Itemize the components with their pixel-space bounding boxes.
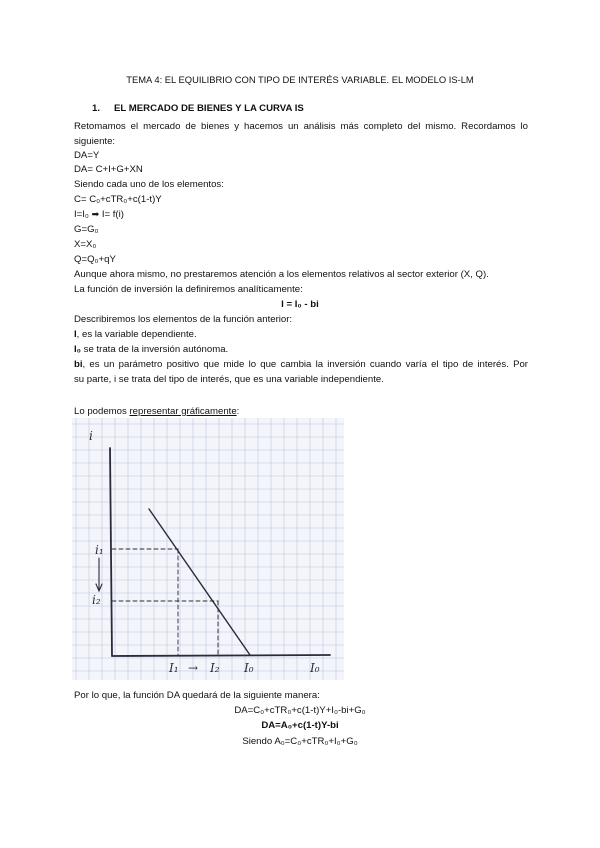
definition-i-term: I: [74, 329, 77, 340]
equation-investment-autonomous: I=I₀: [74, 209, 89, 220]
definition-i: [74, 328, 197, 341]
equation-da-y: DA=Y: [74, 150, 100, 161]
investment-equation: I = I₀ - bi: [281, 299, 319, 310]
equation-investment-function: I= f(i): [101, 209, 124, 220]
graph-intro-suffix: :: [236, 406, 240, 417]
graph-intro-link[interactable]: representar gráficamente: [129, 406, 237, 417]
da-intro: Por lo que, la función DA quedará de la siguiente manera:: [74, 690, 320, 701]
describe-intro: Describiremos los elementos de la función anterior:: [74, 314, 293, 325]
i1-label: i₁: [95, 543, 104, 557]
i2-label: i₂: [92, 593, 101, 607]
section-heading: [92, 102, 304, 115]
equation-exports: X=X₀: [74, 239, 97, 250]
equation-imports: Q=Q₀+qY: [74, 254, 116, 265]
y-axis-label: i: [89, 429, 93, 443]
definition-i-text: , es la variable dependiente.: [76, 329, 197, 340]
da-equation-compact: DA=A₀+c(1-t)Y-bi: [261, 720, 339, 731]
section-title: EL MERCADO DE BIENES Y LA CURVA IS: [114, 103, 304, 114]
definition-i0: [74, 343, 228, 356]
elements-intro: Siendo cada uno de los elementos:: [74, 179, 224, 190]
investment-function-figure: [72, 418, 344, 680]
intro-line-2: siguiente:: [74, 136, 116, 147]
right-arrow-icon: ➡: [91, 209, 100, 219]
da-equation-expanded: DA=C₀+cTR₀+c(1-t)Y+I₀-bi+G₀: [234, 705, 366, 716]
graph-intro-prefix: Lo podemos: [74, 406, 130, 417]
definition-i0-term: I₀: [74, 344, 81, 355]
x-tick-label-i0: I₀: [244, 661, 254, 675]
definition-i0-text: se trata de la inversión autónoma.: [81, 344, 229, 355]
definition-b-line-1: [74, 358, 528, 371]
x-axis-label: I₀: [310, 661, 320, 675]
definition-b-line-2: su parte, i se trata del tipo de interés, que es una variable independiente.: [74, 374, 384, 385]
x-tick-label-i1: I₁: [169, 661, 179, 675]
equation-da-components: DA= C+I+G+XN: [74, 164, 143, 175]
autonomous-demand-definition: Siendo A₀=C₀+cTR₀+I₀+G₀: [242, 736, 358, 747]
definition-b-term: bi: [74, 359, 83, 370]
x-axis: [112, 655, 330, 656]
definition-b-text: , es un parámetro positivo que mide lo que cambia la inversión cuando varía el tipo de interés. Por: [82, 359, 528, 370]
x-tick-label-i2: I₂: [210, 661, 220, 675]
investment-intro: La función de inversión la definiremos analíticamente:: [74, 284, 303, 295]
equation-government: G=G₀: [74, 224, 99, 235]
equation-investment-line: [74, 208, 124, 221]
page-title: TEMA 4: EL EQUILIBRIO CON TIPO DE INTERÉS VARIABLE. EL MODELO IS-LM: [126, 74, 474, 85]
section-number: 1.: [92, 103, 101, 114]
intro-line-1: Retomamos el mercado de bienes y hacemos un análisis más completo del mismo. Recordamos lo: [74, 121, 528, 132]
equation-consumption: C= C₀+cTR₀+c(1-t)Y: [74, 194, 162, 205]
exterior-note: Aunque ahora mismo, no prestaremos atención a los elementos relativos al sector exterior (X, Q).: [74, 269, 489, 280]
x-axis-arrow: →: [188, 661, 199, 675]
graph-intro: [74, 405, 239, 418]
